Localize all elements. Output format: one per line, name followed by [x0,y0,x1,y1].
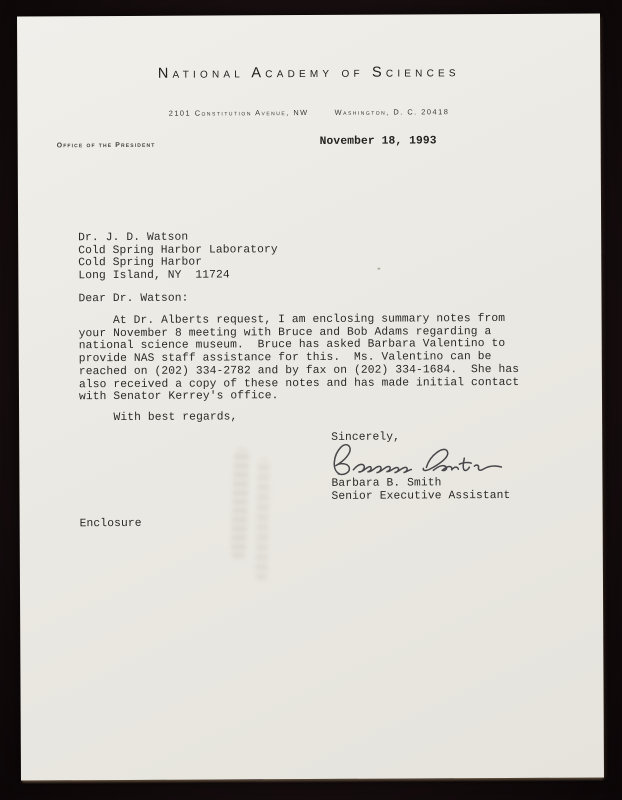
body-paragraph: At Dr. Alberts request, I am enclosing summary notes from your November 8 meeting with Bruce and Bob Adams regarding a national science museum. Bruce has asked Barbara Valentino to provide NAS staff assistance for this. Ms. Valentino can be reached on (202) 334-2782 and by fax on (202) 334-1684. She has also received a copy of these notes and has made initial contact with Senator Kerrey's office. [78,312,520,404]
enclosure-note: Enclosure [79,517,142,531]
letter-paper [17,13,604,780]
recipient-address: Dr. J. D. Watson Cold Spring Harbor Laboratory Cold Spring Harbor Long Island, NY 11724 [78,231,278,283]
dust-speck [377,268,380,270]
salutation: Dear Dr. Watson: [78,292,189,306]
closing-sincerely: Sincerely, [331,431,401,444]
bleedthrough-ghost [231,448,249,558]
letterhead-address [17,106,600,118]
letterhead-street: 2101 Constitution Avenue, NW [168,108,309,118]
bleedthrough-ghost [255,458,270,580]
letterhead-city: Washington, D. C. 20418 [334,107,450,117]
signer-name-and-title: Barbara B. Smith Senior Executive Assistant [331,477,511,503]
office-of-president-label: Office of the President [56,141,156,150]
letterhead-title: National Academy of Sciences [157,64,460,82]
regards-line: With best regards, [79,411,238,425]
letter-date: November 18, 1993 [319,135,437,148]
